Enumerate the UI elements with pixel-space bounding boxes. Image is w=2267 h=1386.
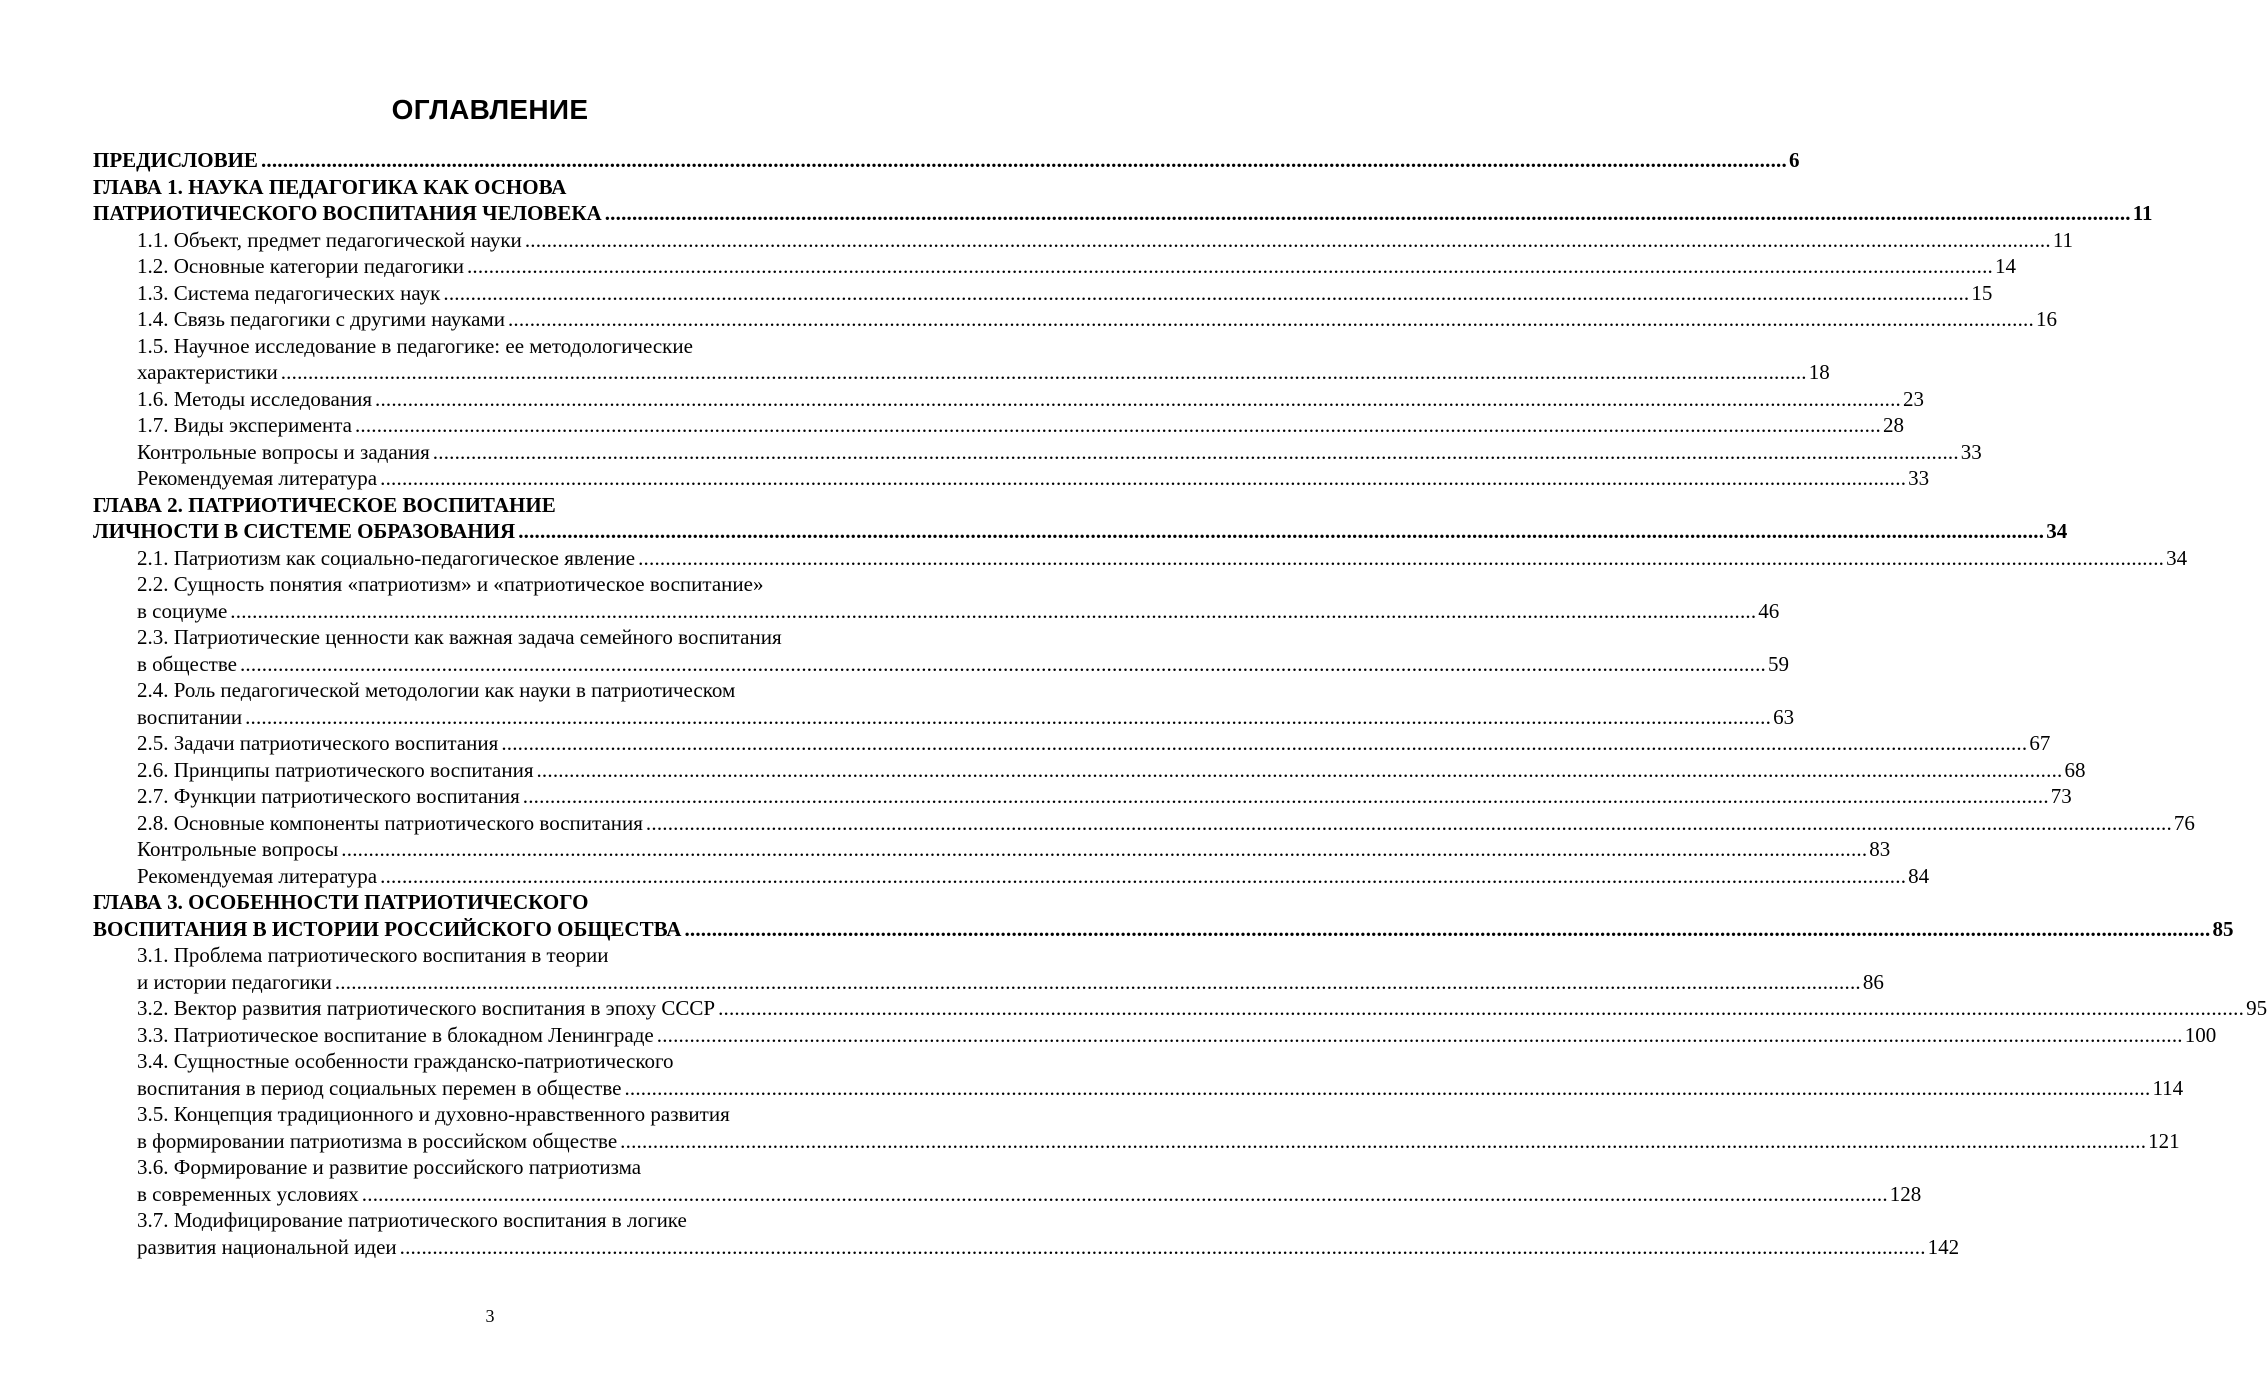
toc-entry-text: 2.8. Основные компоненты патриотического воспитания [137, 810, 643, 835]
toc-entry-3-1[interactable] [93, 942, 886, 969]
toc-entry-text: 1.7. Виды эксперимента [137, 413, 352, 437]
toc-entry-3-5[interactable] [93, 1101, 886, 1128]
toc-entry-text: 1.4. Связь педагогики с другими науками [137, 307, 505, 331]
toc-leader-dots [341, 836, 1867, 863]
toc-leader-dots [718, 995, 2244, 1022]
toc-entry-3-2[interactable] [93, 995, 2267, 1022]
toc-entry-text: Рекомендуемая литература [137, 466, 378, 490]
toc-entry-text: 2.1. Патриотизм как социально-педагогическое явление [137, 545, 636, 570]
toc-chapter-3-title-cont[interactable] [93, 916, 2234, 943]
toc-entry-text: характеристики [137, 360, 278, 384]
toc-entry-text: развития национальной идеи [137, 1234, 397, 1259]
toc-page-number: 46 [1758, 598, 1780, 623]
toc-page-number: 73 [2050, 784, 2072, 808]
toc-page-number: 128 [1889, 1181, 1922, 1206]
toc-page-number: 63 [1773, 704, 1795, 729]
toc-entry-1-5[interactable] [93, 333, 886, 360]
toc-page-number: 84 [1908, 863, 1930, 888]
toc-leader-dots [523, 783, 2049, 810]
toc-entry-text: 3.4. Сущностные особенности гражданско-патриотического [137, 1049, 674, 1073]
toc-leader-dots [362, 1181, 1888, 1208]
toc-entry-text: в обществе [137, 651, 237, 676]
toc-chapter-3-title[interactable] [93, 889, 886, 916]
toc-entry-2-3[interactable] [93, 624, 886, 651]
toc-page-number: 121 [2148, 1128, 2180, 1153]
toc-entry-text: 2.6. Принципы патриотического воспитания [137, 757, 534, 782]
toc-entry-text: 1.5. Научное исследование в педагогике: ее методологические [137, 333, 693, 358]
toc-entry-text: Контрольные вопросы [137, 837, 339, 861]
toc-leader-dots [624, 1075, 2150, 1102]
toc-entry-2-4-cont[interactable] [93, 704, 1795, 731]
toc-entry-2-2[interactable] [93, 571, 886, 598]
toc-page-number: 34 [2166, 545, 2188, 570]
toc-leader-dots [467, 253, 1993, 280]
toc-entry-text: в формировании патриотизма в российском обществе [137, 1128, 618, 1153]
toc-entry-text: ПРЕДИСЛОВИЕ [93, 148, 258, 172]
toc-page-number: 33 [1908, 466, 1930, 490]
toc-entry-2-7[interactable] [93, 783, 2072, 810]
toc-leader-dots [684, 916, 2210, 943]
toc-leader-dots [380, 863, 1906, 890]
toc-page-number: 142 [1927, 1234, 1960, 1259]
toc-entry-text: 3.1. Проблема патриотического воспитания в теории [137, 943, 609, 967]
toc-page-number: 18 [1808, 360, 1830, 384]
toc-entry-text: ГЛАВА 3. ОСОБЕННОСТИ ПАТРИОТИЧЕСКОГО [93, 890, 589, 914]
toc-chapter-2-title-cont[interactable] [93, 518, 2068, 545]
table-of-contents [93, 147, 2267, 1260]
toc-entry-text: 2.4. Роль педагогической методологии как науки в патриотическом [137, 678, 736, 702]
toc-leader-dots [638, 545, 2164, 572]
toc-entry-text: воспитании [137, 704, 243, 729]
toc-entry-ch2-questions[interactable] [93, 836, 1891, 863]
toc-page-number: 28 [1882, 413, 1904, 437]
toc-entry-text: 2.3. Патриотические ценности как важная задача семейного воспитания [137, 625, 782, 649]
toc-entry-3-5-cont[interactable] [93, 1128, 2180, 1155]
toc-entry-3-6[interactable] [93, 1154, 886, 1181]
toc-page-number: 114 [2152, 1075, 2184, 1100]
toc-entry-text: Рекомендуемая литература [137, 863, 378, 888]
toc-leader-dots [620, 1128, 2146, 1155]
toc-entry-text: 3.6. Формирование и развитие российского патриотизма [137, 1155, 642, 1179]
toc-entry-1-2[interactable] [93, 253, 2016, 280]
toc-leader-dots [443, 280, 1969, 307]
toc-entry-1-6[interactable] [93, 386, 1924, 413]
toc-page-number: 16 [2035, 307, 2057, 331]
toc-chapter-1-title-cont[interactable] [93, 200, 2153, 227]
toc-leader-dots [525, 227, 2051, 254]
toc-page-number: 23 [1903, 386, 1924, 411]
toc-entry-2-2-cont[interactable] [93, 598, 1780, 625]
toc-leader-dots [501, 730, 2027, 757]
toc-entry-text: 1.2. Основные категории педагогики [137, 254, 464, 278]
toc-entry-1-7[interactable] [93, 412, 1904, 439]
toc-entry-text: 2.2. Сущность понятия «патриотизм» и «патриотическое воспитание» [137, 572, 764, 596]
toc-leader-dots [605, 200, 2131, 227]
toc-entry-text: в современных условиях [137, 1181, 359, 1206]
toc-leader-dots [646, 810, 2172, 837]
toc-entry-3-3[interactable] [93, 1022, 2217, 1049]
toc-leader-dots [240, 651, 1766, 678]
toc-entry-ch1-literature[interactable] [93, 465, 1930, 492]
toc-entry-text: ГЛАВА 1. НАУКА ПЕДАГОГИКА КАК ОСНОВА [93, 174, 567, 199]
toc-page-number: 68 [2064, 757, 2086, 782]
toc-chapter-2-title[interactable] [93, 492, 886, 519]
toc-entry-2-6[interactable] [93, 757, 2086, 784]
toc-entry-2-8[interactable] [93, 810, 2195, 837]
toc-leader-dots [657, 1022, 2183, 1049]
toc-page-number: 11 [2052, 227, 2074, 252]
toc-entry-text: 1.1. Объект, предмет педагогической науки [137, 227, 522, 252]
toc-entry-2-1[interactable] [93, 545, 2188, 572]
toc-leader-dots [355, 412, 1881, 439]
toc-entry-text: 2.7. Функции патриотического воспитания [137, 784, 520, 808]
toc-leader-dots [281, 359, 1807, 386]
toc-entry-text: 2.5. Задачи патриотического воспитания [137, 731, 499, 755]
toc-page-number: 83 [1869, 837, 1891, 861]
page-number: 3 [485, 1306, 495, 1326]
toc-entry-text: Контрольные вопросы и задания [137, 439, 430, 464]
toc-entry-text: 1.3. Система педагогических наук [137, 280, 441, 305]
toc-page-number: 85 [2212, 916, 2234, 941]
toc-entry-text: воспитания в период социальных перемен в обществе [137, 1075, 622, 1100]
toc-entry-1-1[interactable] [93, 227, 2074, 254]
toc-page-number: 86 [1862, 969, 1884, 994]
toc-entry-1-5-cont[interactable] [93, 359, 1830, 386]
toc-leader-dots [536, 757, 2062, 784]
toc-entry-text: ЛИЧНОСТИ В СИСТЕМЕ ОБРАЗОВАНИЯ [93, 519, 516, 543]
toc-entry-3-7[interactable] [93, 1207, 886, 1234]
toc-entry-text: и истории педагогики [137, 969, 332, 994]
toc-page-number: 11 [2132, 201, 2153, 225]
toc-entry-3-1-cont[interactable] [93, 969, 1884, 996]
toc-entry-ch1-questions[interactable] [93, 439, 1982, 466]
page-title: ОГЛАВЛЕНИЕ [391, 94, 589, 125]
toc-leader-dots [433, 439, 1959, 466]
toc-entry-2-3-cont[interactable] [93, 651, 1789, 678]
toc-page-number: 6 [1788, 148, 1800, 172]
toc-entry-text: в социуме [137, 598, 228, 623]
toc-entry-3-6-cont[interactable] [93, 1181, 1922, 1208]
toc-entry-1-3[interactable] [93, 280, 1993, 307]
toc-page-number: 100 [2184, 1022, 2217, 1047]
toc-entry-preface[interactable] [93, 147, 1800, 174]
toc-entry-text: ПАТРИОТИЧЕСКОГО ВОСПИТАНИЯ ЧЕЛОВЕКА [93, 201, 602, 225]
toc-leader-dots [518, 518, 2044, 545]
toc-entry-text: ВОСПИТАНИЯ В ИСТОРИИ РОССИЙСКОГО ОБЩЕСТВА [93, 916, 682, 941]
toc-entry-text: 3.7. Модифицирование патриотического воспитания в логике [137, 1208, 687, 1232]
toc-entry-text: 1.6. Методы исследования [137, 386, 372, 411]
toc-leader-dots [508, 306, 2034, 333]
toc-entry-text: 3.2. Вектор развития патриотического воспитания в эпоху СССР [137, 996, 716, 1020]
toc-page-number: 67 [2029, 731, 2051, 755]
toc-leader-dots [335, 969, 1861, 996]
toc-entry-2-5[interactable] [93, 730, 2051, 757]
toc-entry-3-4-cont[interactable] [93, 1075, 2184, 1102]
toc-page-number: 76 [2173, 810, 2195, 835]
toc-entry-ch2-literature[interactable] [93, 863, 1930, 890]
toc-entry-text: 3.5. Концепция традиционного и духовно-нравственного развития [137, 1102, 730, 1126]
toc-leader-dots [380, 465, 1906, 492]
toc-entry-text: 3.3. Патриотическое воспитание в блокадном Ленинграде [137, 1022, 654, 1047]
toc-page-number: 33 [1960, 439, 1982, 464]
toc-page-number: 34 [2046, 519, 2068, 543]
toc-leader-dots [375, 386, 1901, 413]
toc-entry-2-4[interactable] [93, 677, 886, 704]
toc-entry-3-4[interactable] [93, 1048, 886, 1075]
toc-leader-dots [261, 147, 1787, 174]
toc-page-number: 95 [2246, 996, 2267, 1020]
toc-chapter-1-title[interactable] [93, 174, 886, 201]
toc-page-number: 59 [1767, 651, 1789, 676]
toc-page-number: 15 [1971, 280, 1993, 305]
toc-entry-1-4[interactable] [93, 306, 2057, 333]
toc-leader-dots [230, 598, 1756, 625]
toc-leader-dots [245, 704, 1771, 731]
toc-entry-3-7-cont[interactable] [93, 1234, 1960, 1261]
toc-leader-dots [400, 1234, 1926, 1261]
toc-page-number: 14 [1994, 254, 2016, 278]
toc-entry-text: ГЛАВА 2. ПАТРИОТИЧЕСКОЕ ВОСПИТАНИЕ [93, 492, 556, 517]
